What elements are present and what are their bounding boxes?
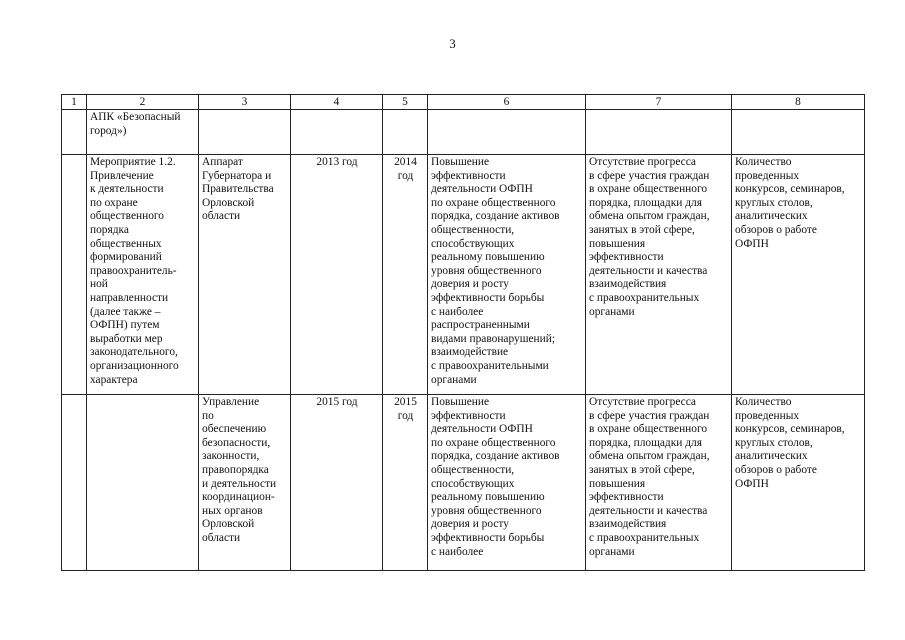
- cell-expected-result: Повышение эффективности деятельности ОФПН по охране общественного порядка, создание активов общественности, способствующих реальному повышению уровня общественного доверия и росту эффективности борьбы с наиболее: [428, 395, 586, 571]
- cell-measure: [87, 395, 199, 571]
- cell-indicator: [732, 110, 865, 155]
- column-number: 6: [428, 95, 586, 110]
- cell-end-year: 2014 год: [383, 155, 428, 395]
- cell-start-year: 2013 год: [291, 155, 383, 395]
- column-number: 7: [586, 95, 732, 110]
- cell-executor: Управление по обеспечению безопасности, законности, правопорядка и деятельности координацион- ных органов Орловской области: [199, 395, 291, 571]
- cell-indicator: Количество проведенных конкурсов, семинаров, круглых столов, аналитических обзоров о работе ОФПН: [732, 395, 865, 571]
- cell-start-year: 2015 год: [291, 395, 383, 571]
- table-header-row: [62, 95, 865, 110]
- table-row: [62, 110, 865, 155]
- cell-measure: Мероприятие 1.2. Привлечение к деятельности по охране общественного порядка общественных формирований правоохранитель- ной направленности (далее также – ОФПН) путем выработки мер законодательного, организационного характера: [87, 155, 199, 395]
- cell-indicator: Количество проведенных конкурсов, семинаров, круглых столов, аналитических обзоров о работе ОФПН: [732, 155, 865, 395]
- column-number: 1: [62, 95, 87, 110]
- cell-consequences: Отсутствие прогресса в сфере участия граждан в охране общественного порядка, площадки для обмена опытом граждан, занятых в этой сфере, повышения эффективности деятельности и качества взаимодействия с правоохранительных органами: [586, 395, 732, 571]
- cell-executor: Аппарат Губернатора и Правительства Орловской области: [199, 155, 291, 395]
- cell-index: [62, 110, 87, 155]
- cell-index: [62, 395, 87, 571]
- cell-executor: [199, 110, 291, 155]
- cell-start-year: [291, 110, 383, 155]
- cell-consequences: [586, 110, 732, 155]
- cell-end-year: [383, 110, 428, 155]
- cell-expected-result: Повышение эффективности деятельности ОФПН по охране общественного порядка, создание активов общественности, способствующих реальному повышению уровня общественного доверия и росту эффективности борьбы с наиболее распространенными видами правонарушений; взаимодействие с правоохранительными органами: [428, 155, 586, 395]
- cell-expected-result: [428, 110, 586, 155]
- column-number: 4: [291, 95, 383, 110]
- cell-consequences: Отсутствие прогресса в сфере участия граждан в охране общественного порядка, площадки для обмена опытом граждан, занятых в этой сфере, повышения эффективности деятельности и качества взаимодействия с правоохранительных органами: [586, 155, 732, 395]
- column-number: 2: [87, 95, 199, 110]
- column-number: 5: [383, 95, 428, 110]
- column-number: 8: [732, 95, 865, 110]
- program-table: [61, 94, 865, 571]
- table-row: [62, 155, 865, 395]
- cell-measure: АПК «Безопасный город»): [87, 110, 199, 155]
- cell-end-year: 2015 год: [383, 395, 428, 571]
- cell-index: [62, 155, 87, 395]
- table-row: [62, 395, 865, 571]
- page-number: 3: [449, 36, 456, 51]
- column-number: 3: [199, 95, 291, 110]
